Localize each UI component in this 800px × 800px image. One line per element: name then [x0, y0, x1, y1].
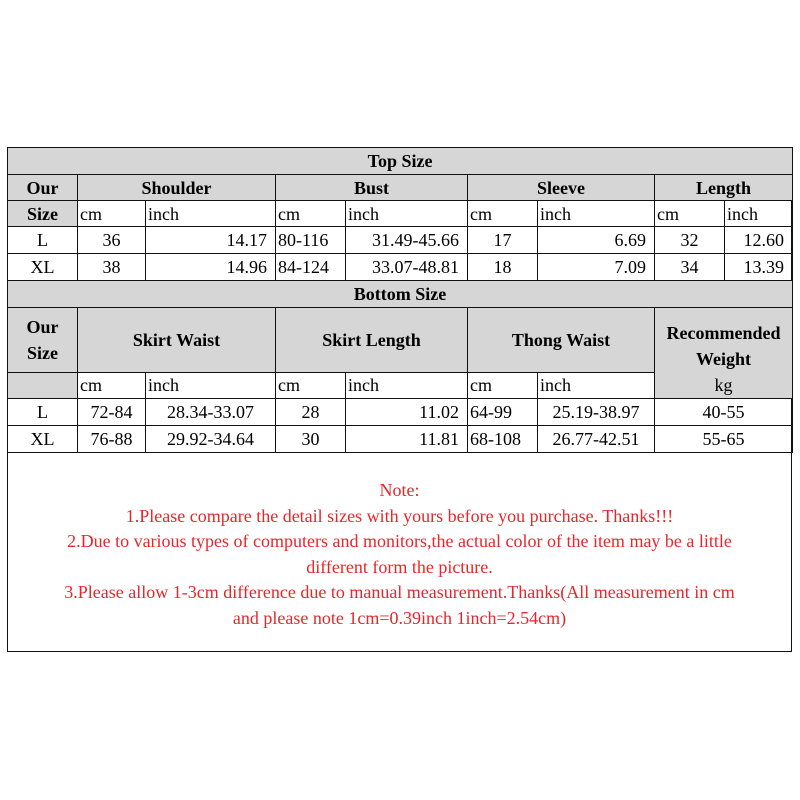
- value-cell: 76-88: [78, 426, 146, 453]
- table-row: [8, 426, 793, 453]
- value-cell: 33.07-48.81: [346, 254, 468, 281]
- unit-cell: inch: [346, 372, 468, 398]
- value-cell: 26.77-42.51: [538, 426, 655, 453]
- our-label: Our: [26, 316, 59, 337]
- unit-cell: cm: [468, 201, 538, 227]
- value-cell: 12.60: [725, 227, 793, 254]
- unit-cell: cm: [468, 372, 538, 398]
- table-row: [8, 254, 793, 281]
- table-row: [8, 227, 793, 254]
- value-cell: 25.19-38.97: [538, 399, 655, 426]
- bottom-size-title: Bottom Size: [8, 281, 793, 308]
- skirt-waist-header: Skirt Waist: [78, 308, 276, 373]
- top-size-title: Top Size: [8, 148, 793, 175]
- value-cell: 31.49-45.66: [346, 227, 468, 254]
- value-cell: 11.02: [346, 399, 468, 426]
- size-cell: XL: [8, 426, 78, 453]
- note-title: Note:: [379, 480, 420, 500]
- recommended-weight-header: [655, 308, 793, 399]
- value-cell: 32: [655, 227, 725, 254]
- value-cell: 28: [276, 399, 346, 426]
- unit-cell: cm: [78, 372, 146, 398]
- note-section: [7, 478, 792, 631]
- unit-cell: inch: [725, 201, 793, 227]
- note-line: 3.Please allow 1-3cm difference due to manual measurement.Thanks(All measurement in cm: [64, 582, 735, 602]
- value-cell: 34: [655, 254, 725, 281]
- unit-cell: inch: [538, 372, 655, 398]
- value-cell: 14.96: [146, 254, 276, 281]
- unit-cell: cm: [655, 201, 725, 227]
- our-size-label: [8, 308, 78, 373]
- value-cell: 6.69: [538, 227, 655, 254]
- note-line: 1.Please compare the detail sizes with yours before you purchase. Thanks!!!: [125, 505, 674, 526]
- value-cell: 18: [468, 254, 538, 281]
- size-chart-table: [7, 147, 793, 453]
- bust-header: Bust: [276, 175, 468, 201]
- size-cell: XL: [8, 254, 78, 281]
- value-cell: 30: [276, 426, 346, 453]
- shoulder-header: Shoulder: [78, 175, 276, 201]
- value-cell: 80-116: [276, 227, 346, 254]
- top-size-title-row: [8, 148, 793, 175]
- our-size-label: Our: [8, 175, 78, 201]
- length-header: Length: [655, 175, 793, 201]
- bottom-group-row: [8, 308, 793, 373]
- unit-cell: cm: [276, 372, 346, 398]
- value-cell: 40-55: [655, 399, 793, 426]
- value-cell: 84-124: [276, 254, 346, 281]
- weight-line-2: Weight: [696, 349, 752, 369]
- value-cell: 55-65: [655, 426, 793, 453]
- value-cell: 36: [78, 227, 146, 254]
- size-label: Size: [27, 342, 58, 363]
- top-unit-row: [8, 201, 793, 227]
- unit-cell: inch: [346, 201, 468, 227]
- note-line: different form the picture.: [306, 556, 493, 577]
- value-cell: 38: [78, 254, 146, 281]
- value-cell: 13.39: [725, 254, 793, 281]
- weight-line-1: Recommended: [666, 323, 781, 343]
- value-cell: 14.17: [146, 227, 276, 254]
- value-cell: 72-84: [78, 399, 146, 426]
- value-cell: 64-99: [468, 399, 538, 426]
- note-line: 2.Due to various types of computers and monitors,the actual color of the item may be a little: [67, 531, 732, 551]
- thong-waist-header: Thong Waist: [468, 308, 655, 373]
- value-cell: 68-108: [468, 426, 538, 453]
- skirt-length-header: Skirt Length: [276, 308, 468, 373]
- value-cell: 17: [468, 227, 538, 254]
- unit-cell: kg: [714, 375, 733, 395]
- unit-cell: cm: [276, 201, 346, 227]
- value-cell: 7.09: [538, 254, 655, 281]
- size-cell: L: [8, 399, 78, 426]
- bottom-size-title-row: [8, 281, 793, 308]
- top-group-row: [8, 175, 793, 201]
- unit-cell: inch: [538, 201, 655, 227]
- unit-cell: inch: [146, 201, 276, 227]
- our-size-label-2: Size: [8, 201, 78, 227]
- value-cell: 11.81: [346, 426, 468, 453]
- value-cell: 28.34-33.07: [146, 399, 276, 426]
- unit-cell: inch: [146, 372, 276, 398]
- note-line: and please note 1cm=0.39inch 1inch=2.54cm): [232, 607, 567, 628]
- blank-cell: [8, 372, 78, 398]
- value-cell: 29.92-34.64: [146, 426, 276, 453]
- size-cell: L: [8, 227, 78, 254]
- unit-cell: cm: [78, 201, 146, 227]
- sleeve-header: Sleeve: [468, 175, 655, 201]
- table-row: [8, 399, 793, 426]
